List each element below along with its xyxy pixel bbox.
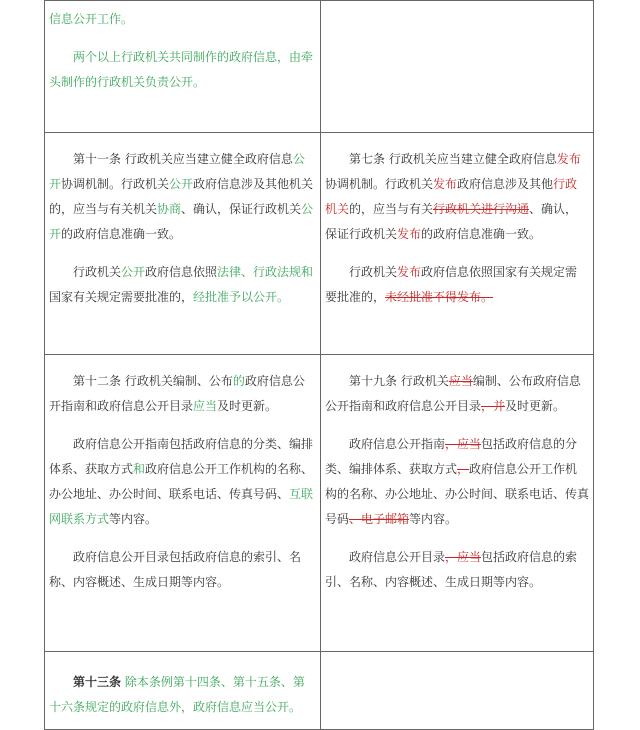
new-text-cell: [45, 652, 321, 730]
paragraph: [325, 545, 589, 595]
text-segment: 的政府信息准确一致。: [421, 227, 542, 241]
text-segment: 行政机关: [349, 265, 398, 279]
changed-text: 应当: [193, 399, 218, 413]
deleted-text: ，应当: [445, 437, 482, 451]
paragraph: [325, 369, 589, 419]
text-segment: 行政机关: [73, 265, 122, 279]
changed-text: 公开: [49, 202, 314, 241]
text-segment: 第七条 行政机关应当建立健全政府信息: [349, 152, 557, 166]
deleted-text: ，: [457, 462, 470, 476]
text-segment: 政府信息公开指南包括政府信息的分类、编排体系、获取方式: [49, 437, 314, 476]
deleted-text: ，并: [481, 399, 506, 413]
text-segment: 政府信息公开目录: [349, 550, 446, 564]
text-segment: 编制、公布政府信息公开指南和政府信息公开目录: [325, 374, 581, 413]
changed-text: 发布: [397, 227, 422, 241]
text-segment: 的政府信息准确一致。: [61, 227, 182, 241]
changed-text: 公开: [121, 265, 146, 279]
table-row: [45, 1, 594, 133]
changed-text: 经批准予以公开。: [193, 290, 290, 304]
old-text-cell: [321, 652, 594, 730]
new-text-cell: [45, 133, 321, 355]
text-segment: 政府信息公开工作机构的名称、办公地址、办公时间、联系电话、传真号码、: [49, 462, 314, 501]
paragraph: [49, 147, 316, 247]
text-segment: 、确认，保证行政机关: [181, 202, 302, 216]
changed-text: 法律、行政法规和: [217, 265, 314, 279]
text-segment: 政府信息公开指南: [349, 437, 446, 451]
paragraph: [49, 432, 316, 532]
old-text-cell: [321, 1, 594, 133]
table-row: [45, 652, 594, 730]
paragraph: 政府信息公开目录包括政府信息的索引、名称、内容概述、生成日期等内容。: [49, 550, 302, 589]
paragraph: [325, 147, 589, 247]
text-segment: 第十九条 行政机关: [349, 374, 449, 388]
text-segment: 及时更新。: [505, 399, 566, 413]
table-row: [45, 355, 594, 652]
text-segment: 第十一条 行政机关应当建立健全政府信息: [73, 152, 293, 166]
changed-text: 公开: [169, 177, 194, 191]
text-segment: 及时更新。: [217, 399, 278, 413]
paragraph: [325, 260, 589, 310]
text-segment: 政府信息公开指南和政府信息公开目录: [49, 374, 305, 413]
paragraph: [49, 670, 316, 720]
new-text-cell: [45, 355, 321, 652]
paragraph: [49, 260, 316, 310]
deleted-text: 行政机关进行沟通: [433, 202, 530, 216]
paragraph: [325, 432, 589, 532]
text-segment: 协调机制。行政机关: [325, 177, 434, 191]
changed-text: 协商: [157, 202, 182, 216]
text-segment: 政府信息依照国家有关规定需要批准的，: [325, 265, 578, 304]
text-segment: 政府信息公开工作机构的名称、办公地址、办公时间、联系电话、传真号码: [325, 462, 590, 526]
changed-text: 发布: [433, 177, 458, 191]
deleted-text: ，应当: [445, 550, 482, 564]
paragraph: [49, 369, 316, 419]
text-segment: 的，应当与有关: [349, 202, 434, 216]
changed-text: 行政机关: [325, 177, 578, 216]
changed-text: 互联网联系方式: [49, 487, 314, 526]
changed-text: 的: [232, 374, 245, 388]
deleted-text: 、电子邮箱: [349, 512, 410, 526]
text-segment: 等内容。: [409, 512, 458, 526]
article-number: 第十三条: [73, 675, 122, 689]
text-segment: 、确认，保证行政机关: [325, 202, 578, 241]
changed-text: 除本条例第十四条、第十五条、第十六条规定的政府信息外，政府信息应当公开。: [49, 675, 305, 714]
paragraph: 两个以上行政机关共同制作的政府信息，由牵头制作的行政机关负责公开。: [49, 50, 314, 89]
comparison-table: [44, 0, 594, 730]
changed-text: 公开: [49, 152, 305, 191]
text-segment: 政府信息涉及其他机关的，应当与有关机关: [49, 177, 314, 216]
text-segment: 政府信息涉及其他: [457, 177, 554, 191]
old-text-cell: [321, 355, 594, 652]
table-row: [45, 133, 594, 355]
text-segment: 包括政府信息的分类、编排体系、获取方式: [325, 437, 578, 476]
deleted-text: 应当: [448, 374, 473, 388]
text-segment: 国家有关规定需要批准的，: [49, 290, 194, 304]
text-segment: 第十二条 行政机关编制、公布: [73, 374, 233, 388]
text-segment: 协调机制。行政机关: [61, 177, 170, 191]
deleted-text: 未经批准不得发布。: [385, 290, 494, 304]
changed-text: 发布: [556, 152, 581, 166]
text-segment: 政府信息依照: [145, 265, 218, 279]
changed-text: 发布: [397, 265, 422, 279]
new-text-cell: [45, 1, 321, 133]
paragraph: 信息公开工作。: [49, 12, 134, 26]
text-segment: 包括政府信息的索引、名称、内容概述、生成日期等内容。: [325, 550, 578, 589]
text-segment: 等内容。: [109, 512, 158, 526]
old-text-cell: [321, 133, 594, 355]
changed-text: 和: [133, 462, 146, 476]
